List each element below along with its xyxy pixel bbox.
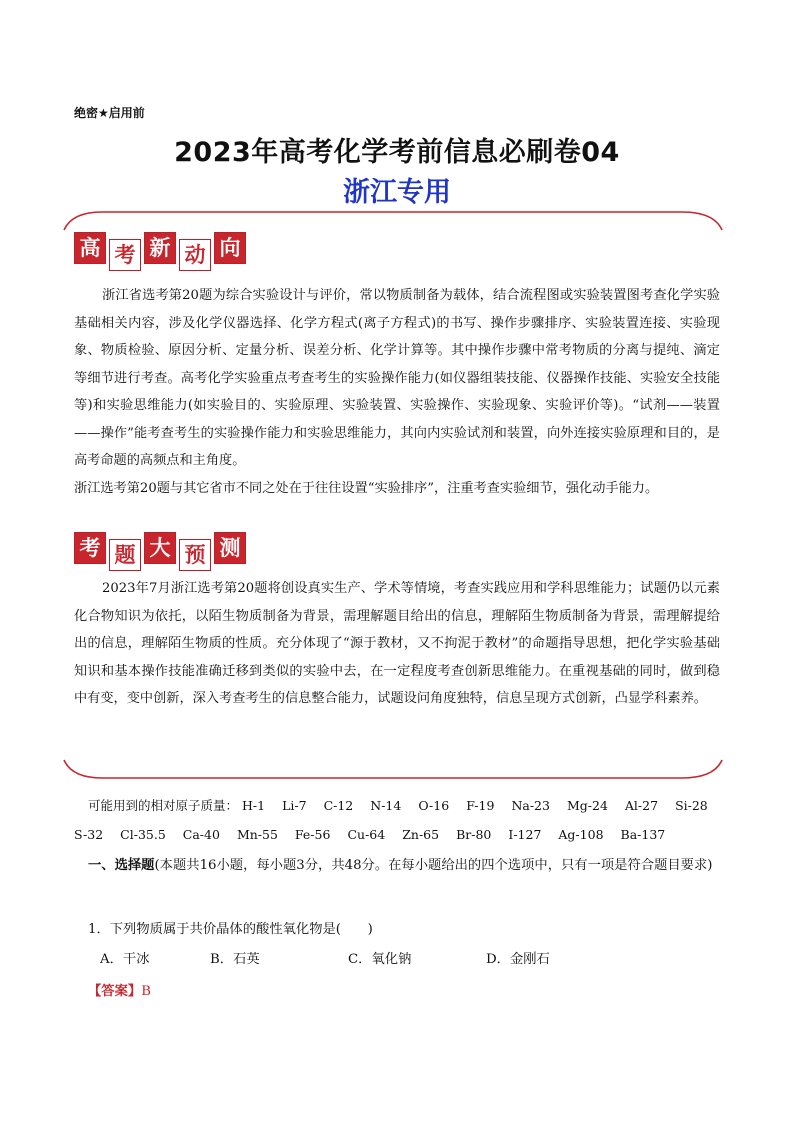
- section2-paragraph: 2023年7月浙江选考第20题将创设真实生产、学术等情境，考查实践应用和学科思维能力；试题仍以元素化合物知识为依托，以陌生物质制备为背景，需理解题目给出的信息，理解陌生物质制备为背景，需理解提给出的信息，理解陌生物质的性质。充分体现了“源于教材，又不拘泥于教材”的命题指导思想，把化学实验基础知识和基本操作技能准确迁移到类似的实验中去，在一定程度考查创新思维能力。在重视基础的同时，做到稳中有变，变中创新，深入考查考生的信息整合能力，试题设问角度独特，信息呈现方式创新，凸显学科素养。: [74, 581, 720, 706]
- secret-label: 绝密★启用前: [74, 106, 145, 120]
- section1-body: [74, 282, 720, 502]
- option-c: C．氧化钠: [348, 952, 412, 967]
- section-badge-trends: [74, 232, 246, 271]
- atomic-mass-label: 可能用到的相对原子质量：: [88, 798, 239, 813]
- badge-char: 考: [109, 239, 141, 271]
- atomic-mass-item: Br-80: [456, 827, 492, 842]
- badge-char: 新: [144, 232, 176, 264]
- option-b: B．石英: [210, 952, 260, 967]
- badge-char: 大: [144, 532, 176, 564]
- atomic-mass-item: F-19: [466, 798, 495, 813]
- section-badge-forecast: [74, 532, 246, 571]
- question-1-answer: [88, 978, 734, 1006]
- atomic-mass-item: C-12: [323, 798, 354, 813]
- atomic-mass-item: I-127: [508, 827, 542, 842]
- atomic-mass-item: Fe-56: [294, 827, 331, 842]
- question-1-options: [100, 946, 700, 974]
- atomic-mass-item: Ba-137: [620, 827, 666, 842]
- question-1-stem: 1．下列物质属于共价晶体的酸性氧化物是( ): [88, 922, 373, 937]
- part1-heading: 一、选择题: [88, 858, 155, 873]
- option-a: A．干冰: [100, 952, 150, 967]
- atomic-mass-row-2: [74, 827, 682, 842]
- part1-desc: (本题共16小题，每小题3分，共48分。在每小题给出的四个选项中，只有一项是符合题目要求): [154, 858, 713, 873]
- atomic-mass-item: H-1: [242, 798, 266, 813]
- atomic-mass-item: Mg-24: [566, 798, 608, 813]
- atomic-mass-item: O-16: [418, 798, 450, 813]
- atomic-mass-row-1: [88, 796, 725, 814]
- answer-label: 【答案】: [88, 984, 142, 999]
- atomic-mass-item: Ca-40: [182, 827, 220, 842]
- answer-value: B: [141, 984, 151, 999]
- badge-char: 高: [74, 232, 106, 264]
- badge-char: 向: [214, 232, 246, 264]
- part1-instructions: [74, 852, 720, 880]
- atomic-mass-item: Na-23: [511, 798, 550, 813]
- badge-char: 考: [74, 532, 106, 564]
- atomic-mass-item: Li-7: [282, 798, 307, 813]
- atomic-mass-item: Ag-108: [558, 827, 604, 842]
- option-d: D．金刚石: [486, 952, 550, 967]
- atomic-mass-item: Cl-35.5: [120, 827, 166, 842]
- atomic-mass-item: Zn-65: [402, 827, 440, 842]
- section2-body: [74, 575, 720, 713]
- page-subtitle: 浙江专用: [343, 177, 451, 208]
- badge-char: 题: [109, 539, 141, 571]
- page-title: 2023年高考化学考前信息必刷卷04: [174, 137, 620, 168]
- bottom-divider-arc: [62, 758, 726, 782]
- atomic-mass-item: Mn-55: [236, 827, 278, 842]
- badge-char: 预: [179, 539, 211, 571]
- atomic-mass-item: Si-28: [675, 798, 708, 813]
- atomic-mass-item: N-14: [370, 798, 402, 813]
- atomic-mass-item: Cu-64: [347, 827, 386, 842]
- section1-paragraph: 浙江选考第20题与其它省市不同之处在于往往设置“实验排序”，注重考查实验细节，强化动手能力。: [74, 480, 659, 496]
- section1-paragraph: 浙江省选考第20题为综合实验设计与评价，常以物质制备为载体，结合流程图或实验装置图考查化学实验基础相关内容，涉及化学仪器选择、化学方程式(离子方程式)的书写、操作步骤排序、实验装置连接、实验现象、物质检验、原因分析、定量分析、误差分析、化学计算等。其中操作步骤中常考物质的分离与提纯、滴定等细节进行考查。高考化学实验重点考查考生的实验操作能力(如仪器组装技能、仪器操作技能、实验安全技能等)和实验思维能力(如实验目的、实验原理、实验装置、实验操作、实验现象、实验评价等)。“试剂——装置——操作”能考查考生的实验操作能力和实验思维能力，其向内实验试剂和装置，向外连接实验原理和目的，是高考命题的高频点和主角度。: [74, 288, 720, 468]
- atomic-mass-item: S-32: [74, 827, 104, 842]
- atomic-mass-item: Al-27: [624, 798, 659, 813]
- top-divider-arc: [62, 208, 726, 232]
- badge-char: 动: [179, 239, 211, 271]
- badge-char: 测: [214, 532, 246, 564]
